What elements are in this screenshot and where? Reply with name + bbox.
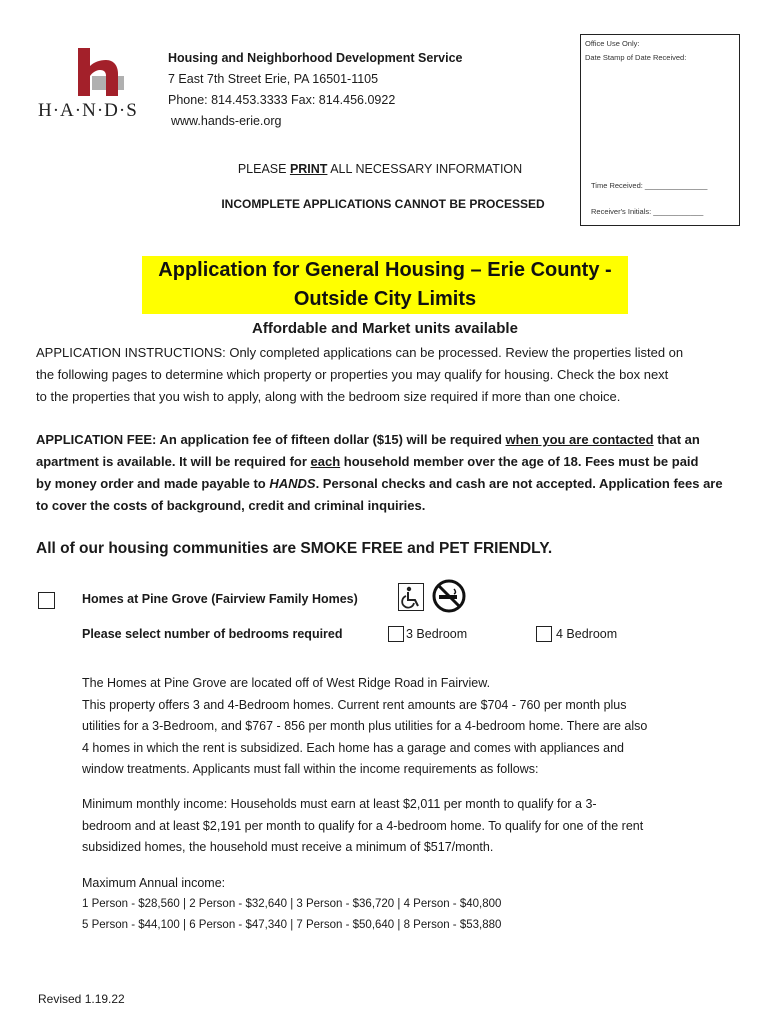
org-info [168, 48, 462, 132]
org-phone: Phone: 814.453.3333 Fax: 814.456.0922 [168, 93, 396, 107]
max-income-row-1: 1 Person - $28,560 | 2 Person - $32,640 | 3 Person - $36,720 | 4 Person - $40,800 [82, 898, 502, 910]
receiver-initials-label: Receiver's Initials: ____________ [591, 207, 704, 216]
application-fee: APPLICATION FEE: An application fee of fifteen dollar ($15) will be required when you are contacted that an apartment is available. It will be required for each household member over the age of 18. Fees must be paid by money order and made payable to HANDS. Personal checks and cash are not accepted. Application fees are to cover the costs of background, credit and criminal inquiries. [36, 432, 723, 513]
property-checkbox[interactable] [38, 592, 55, 609]
title-line-1: Application for General Housing – Erie County - [158, 259, 612, 281]
max-income-row-2: 5 Person - $44,100 | 6 Person - $47,340 | 7 Person - $50,640 | 8 Person - $53,880 [82, 919, 502, 931]
bedroom-3-checkbox[interactable] [388, 626, 404, 642]
minimum-income: Minimum monthly income: Households must earn at least $2,011 per month to qualify for a 3- bedroom and at least $2,191 per month to qualify for a 4-bedroom home. To qualify for one of the rent subsidized homes, the household must receive a minimum of $517/month. [82, 797, 644, 854]
bedroom-4-label: 4 Bedroom [556, 627, 618, 641]
property-description: The Homes at Pine Grove are located off of West Ridge Road in Fairview. This property offers 3 and 4-Bedroom homes. Current rent amounts are $704 - 760 per month plus utilities for a 3-Bedroom, and $767 - 856 per month plus utilities for a 4-bedroom home. There are also 4 homes in which the rent is subsidized. Each home has a garage and comes with appliances and window treatments. Applicants must fall within the income requirements as follows: [82, 676, 648, 776]
max-income-title: Maximum Annual income: [82, 876, 226, 890]
print-notice: PLEASE PRINT ALL NECESSARY INFORMATION [237, 162, 523, 176]
org-address: 7 East 7th Street Erie, PA 16501-1105 [168, 72, 379, 86]
bedroom-3-label: 3 Bedroom [406, 627, 468, 641]
org-name: Housing and Neighborhood Development Service [168, 51, 463, 65]
logo-wordmark: H·A·N·D·S [38, 100, 138, 121]
bedroom-select-label: Please select number of bedrooms required [82, 627, 343, 641]
no-smoking-icon [432, 579, 466, 613]
incomplete-notice: INCOMPLETE APPLICATIONS CANNOT BE PROCESSED [221, 197, 545, 211]
org-website[interactable]: www.hands-erie.org [171, 114, 282, 128]
title-banner [142, 256, 628, 314]
bedroom-4-checkbox[interactable] [536, 626, 552, 642]
smoke-free-notice: All of our housing communities are SMOKE FREE and PET FRIENDLY. [36, 540, 553, 557]
hands-logo-icon [62, 46, 132, 98]
instructions: APPLICATION INSTRUCTIONS: Only completed applications can be processed. Review the properties listed on the following pages to determine which property or properties you may qualify for housing. Check the box next to the properties that you wish to apply, along with the bedroom size required if more than one choice. [36, 345, 684, 404]
wheelchair-accessible-icon [398, 583, 424, 611]
office-title: Office Use Only: [585, 39, 640, 48]
revised-date: Revised 1.19.22 [38, 992, 125, 1006]
date-stamp-label: Date Stamp of Date Received: [585, 53, 687, 62]
subtitle: Affordable and Market units available [252, 320, 518, 337]
title-line-2: Outside City Limits [293, 288, 477, 310]
property-name: Homes at Pine Grove (Fairview Family Homes) [82, 592, 358, 606]
time-received-label: Time Received: _______________ [591, 181, 708, 190]
